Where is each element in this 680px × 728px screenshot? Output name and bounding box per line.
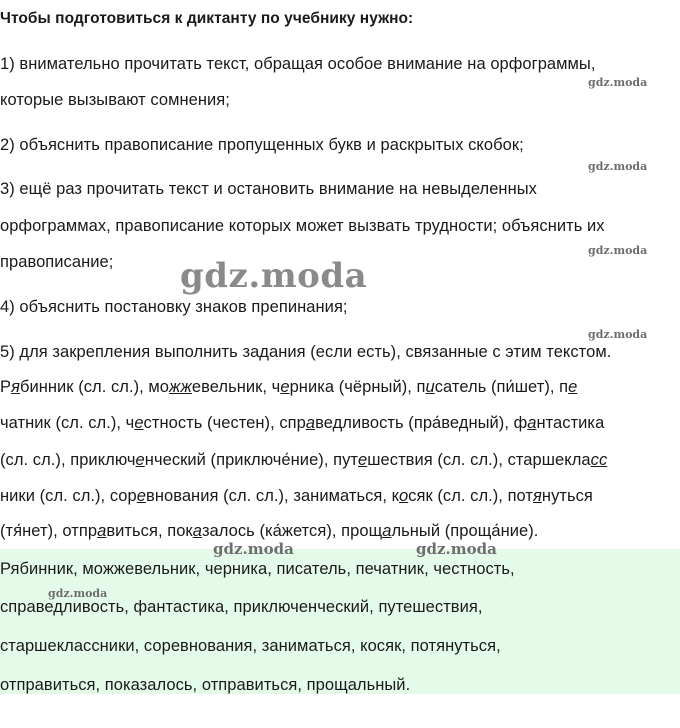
- highlighted-letter: и: [425, 378, 435, 396]
- step-line: 1) внимательно прочитать текст, обращая особое внимание на орфограммы,: [0, 55, 596, 73]
- highlighted-letter: а: [305, 414, 316, 432]
- highlighted-letter: жж: [169, 378, 192, 396]
- highlighted-letter: е: [136, 487, 146, 505]
- text-segment: рника (чёрный), п: [289, 378, 426, 396]
- highlighted-letter: а: [527, 414, 537, 432]
- answer-line: справедливость, фантастика, приключенческий, путешествия,: [0, 598, 483, 616]
- watermark: gdz.moda: [213, 540, 294, 558]
- text-segment: нтастика: [536, 414, 605, 432]
- highlighted-letter: о: [398, 487, 409, 505]
- text-segment: (сл. сл.), приключ: [0, 451, 136, 469]
- highlighted-letter: е: [358, 451, 368, 469]
- watermark: gdz.moda: [48, 587, 108, 600]
- step-line: которые вызывают сомнения;: [0, 91, 230, 109]
- step-line: 5) для закрепления выполнить задания (если есть), связанные с этим текстом.: [0, 343, 612, 361]
- answer-line: отправиться, показалось, отправиться, прощальный.: [0, 676, 411, 694]
- highlighted-letter: сс: [590, 451, 608, 469]
- text-segment: ники (сл. сл.), сор: [0, 487, 137, 505]
- word-analysis-line: [0, 521, 538, 541]
- watermark: gdz.moda: [416, 540, 497, 558]
- step-line: 2) объяснить правописание пропущенных букв и раскрытых скобок;: [0, 136, 524, 154]
- highlighted-letter: я: [533, 487, 542, 505]
- watermark: gdz.moda: [588, 328, 648, 341]
- step-line: 4) объяснить постановку знаков препинания;: [0, 298, 348, 316]
- text-segment: внования (сл. сл.), заниматься, к: [146, 487, 399, 505]
- highlighted-letter: е: [134, 414, 144, 432]
- step-line: правописание;: [0, 253, 114, 271]
- word-analysis-line: [0, 486, 593, 506]
- text-segment: виться, пок: [106, 522, 193, 540]
- watermark: gdz.moda: [588, 244, 648, 257]
- text-segment: ведливость (пра́ведный), ф: [315, 414, 528, 432]
- step-line: орфограммах, правописание которых может вызвать трудности; объяснить их: [0, 217, 605, 235]
- highlighted-letter: я: [11, 378, 20, 396]
- text-segment: Р: [0, 378, 12, 396]
- answer-line: старшеклассники, соревнования, заниматься, косяк, потянуться,: [0, 637, 501, 655]
- highlighted-letter: е: [135, 451, 145, 469]
- text-segment: залось (ка́жется), прощ: [201, 522, 383, 540]
- watermark-large: gdz.moda: [180, 256, 368, 296]
- step-line: 3) ещё раз прочитать текст и остановить внимание на невыделенных: [0, 180, 537, 198]
- text-segment: (тя́нет), отпр: [0, 522, 98, 540]
- highlighted-letter: а: [97, 522, 107, 540]
- text-segment: чатник (сл. сл.), ч: [0, 414, 135, 432]
- text-segment: стность (честен), спр: [143, 414, 306, 432]
- text-segment: бинник (сл. сл.), мо: [19, 378, 170, 396]
- text-segment: нческий (приключе́ние), пут: [144, 451, 359, 469]
- highlighted-letter: а: [192, 522, 202, 540]
- text-segment: сатель (пи́шет), п: [434, 378, 569, 396]
- answer-line: Рябинник, можжевельник, черника, писатель, печатник, честность,: [0, 560, 515, 578]
- watermark: gdz.moda: [588, 76, 648, 89]
- text-segment: сяк (сл. сл.), пот: [408, 487, 534, 505]
- text-segment: шествия (сл. сл.), старшекла: [367, 451, 591, 469]
- word-analysis-line: [0, 377, 577, 397]
- highlighted-letter: а: [382, 522, 392, 540]
- highlighted-letter: е: [280, 378, 290, 396]
- highlighted-letter: е: [568, 378, 578, 396]
- watermark: gdz.moda: [588, 160, 648, 173]
- instructions-heading: Чтобы подготовиться к диктанту по учебнику нужно:: [0, 10, 414, 27]
- text-segment: евельник, ч: [191, 378, 281, 396]
- text-segment: льный (проща́ние).: [391, 522, 539, 540]
- text-segment: нуться: [541, 487, 593, 505]
- word-analysis-line: [0, 413, 604, 433]
- word-analysis-line: [0, 450, 607, 470]
